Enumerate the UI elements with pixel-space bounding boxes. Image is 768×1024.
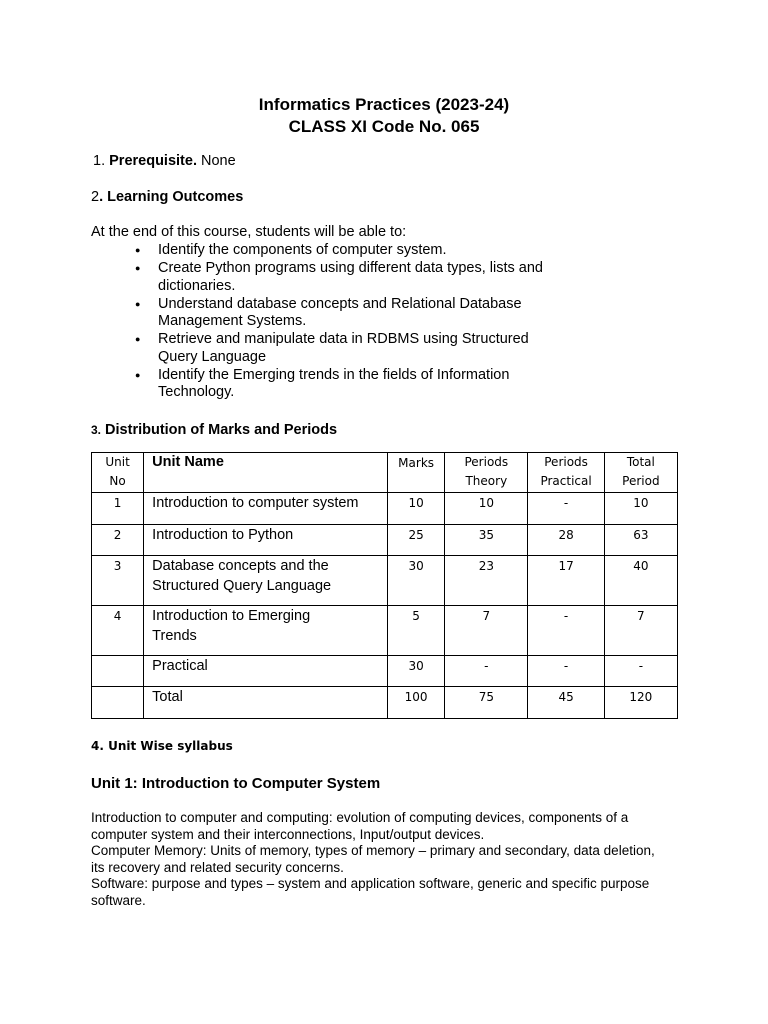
cell-unit-no: 3 bbox=[92, 556, 144, 606]
cell-unit-name: Practical bbox=[144, 656, 388, 687]
cell-marks: 5 bbox=[388, 606, 445, 656]
cell-periods-practical: - bbox=[528, 606, 604, 656]
cell-total-period: 120 bbox=[604, 687, 677, 719]
unit1-description bbox=[91, 810, 691, 909]
cell-periods-theory: 23 bbox=[445, 556, 528, 606]
prerequisite-value: None bbox=[201, 153, 236, 169]
column-header-unit-no: Unit No bbox=[92, 453, 144, 493]
list-item: ● Retrieve and manipulate data in RDBMS using Structured Query Language bbox=[135, 331, 585, 366]
paragraph-line: software. bbox=[91, 892, 146, 908]
cell-periods-theory: - bbox=[445, 656, 528, 687]
cell-periods-practical: - bbox=[528, 656, 604, 687]
cell-periods-theory: 35 bbox=[445, 525, 528, 556]
cell-total-period: 7 bbox=[604, 606, 677, 656]
section-number: 3. bbox=[91, 423, 102, 437]
table-row bbox=[92, 606, 678, 656]
paragraph-line: Software: purpose and types – system and application software, generic and specific purpose bbox=[91, 876, 650, 891]
cell-marks: 30 bbox=[388, 556, 445, 606]
cell-unit-no: 2 bbox=[92, 525, 144, 556]
section-heading: Distribution of Marks and Periods bbox=[105, 422, 338, 438]
cell-marks: 100 bbox=[388, 687, 445, 719]
cell-unit-name: Introduction to computer system bbox=[144, 493, 388, 525]
paragraph-line: Computer Memory: Units of memory, types of memory – primary and secondary, data deletion, bbox=[91, 843, 655, 858]
paragraph-line: Introduction to computer and computing: evolution of computing devices, components of a bbox=[91, 810, 629, 825]
distribution-heading bbox=[91, 422, 337, 440]
list-item: ● Identify the Emerging trends in the fields of Information Technology. bbox=[135, 367, 585, 402]
cell-unit-name: Introduction to Emerging Trends bbox=[144, 606, 388, 656]
table-row-total bbox=[92, 687, 678, 719]
column-header-unit-name: Unit Name bbox=[144, 453, 388, 493]
prerequisite-label: Prerequisite. bbox=[109, 153, 197, 169]
paragraph-line: computer system and their interconnections, Input/output devices. bbox=[91, 826, 485, 842]
column-header-periods-practical: Periods Practical bbox=[528, 453, 604, 493]
table-row bbox=[92, 656, 678, 687]
cell-periods-theory: 10 bbox=[445, 493, 528, 525]
cell-total-period: 40 bbox=[604, 556, 677, 606]
cell-total-period: 63 bbox=[604, 525, 677, 556]
cell-unit-no: 4 bbox=[92, 606, 144, 656]
cell-unit-name: Total bbox=[144, 687, 388, 719]
cell-total-period: - bbox=[604, 656, 677, 687]
column-header-marks: Marks bbox=[388, 453, 445, 493]
list-item: ● Create Python programs using different data types, lists and dictionaries. bbox=[135, 260, 585, 295]
section-number: 1. bbox=[93, 153, 106, 169]
prerequisite-line bbox=[93, 153, 236, 171]
cell-marks: 30 bbox=[388, 656, 445, 687]
cell-unit-name: Introduction to Python bbox=[144, 525, 388, 556]
cell-periods-practical: 28 bbox=[528, 525, 604, 556]
cell-unit-name: Database concepts and the Structured Query Language bbox=[144, 556, 388, 606]
list-item: ● Identify the components of computer system. bbox=[135, 242, 585, 260]
cell-marks: 25 bbox=[388, 525, 445, 556]
learning-outcomes-list bbox=[135, 242, 585, 402]
cell-marks: 10 bbox=[388, 493, 445, 525]
column-header-periods-theory: Periods Theory bbox=[445, 453, 528, 493]
section-heading: . Learning Outcomes bbox=[99, 189, 244, 205]
table-header-row bbox=[92, 453, 678, 493]
cell-unit-no bbox=[92, 656, 144, 687]
syllabus-heading: 4. Unit Wise syllabus bbox=[91, 739, 233, 753]
cell-unit-no: 1 bbox=[92, 493, 144, 525]
cell-periods-theory: 7 bbox=[445, 606, 528, 656]
section-number: 2 bbox=[91, 189, 100, 205]
cell-periods-practical: 17 bbox=[528, 556, 604, 606]
document-title: Informatics Practices (2023-24) bbox=[258, 95, 510, 114]
cell-unit-no bbox=[92, 687, 144, 719]
list-item: ● Understand database concepts and Relational Database Management Systems. bbox=[135, 296, 585, 331]
marks-distribution-table bbox=[91, 452, 678, 719]
column-header-total-period: Total Period bbox=[604, 453, 677, 493]
unit1-heading: Unit 1: Introduction to Computer System bbox=[91, 775, 381, 792]
document-subtitle: CLASS XI Code No. 065 bbox=[288, 117, 480, 136]
cell-periods-theory: 75 bbox=[445, 687, 528, 719]
table-row bbox=[92, 556, 678, 606]
learning-outcomes-heading bbox=[91, 189, 243, 207]
table-row bbox=[92, 493, 678, 525]
paragraph-line: its recovery and related security concerns. bbox=[91, 859, 344, 875]
table-row bbox=[92, 525, 678, 556]
cell-periods-practical: 45 bbox=[528, 687, 604, 719]
learning-outcomes-intro: At the end of this course, students will be able to: bbox=[91, 224, 407, 240]
cell-total-period: 10 bbox=[604, 493, 677, 525]
cell-periods-practical: - bbox=[528, 493, 604, 525]
